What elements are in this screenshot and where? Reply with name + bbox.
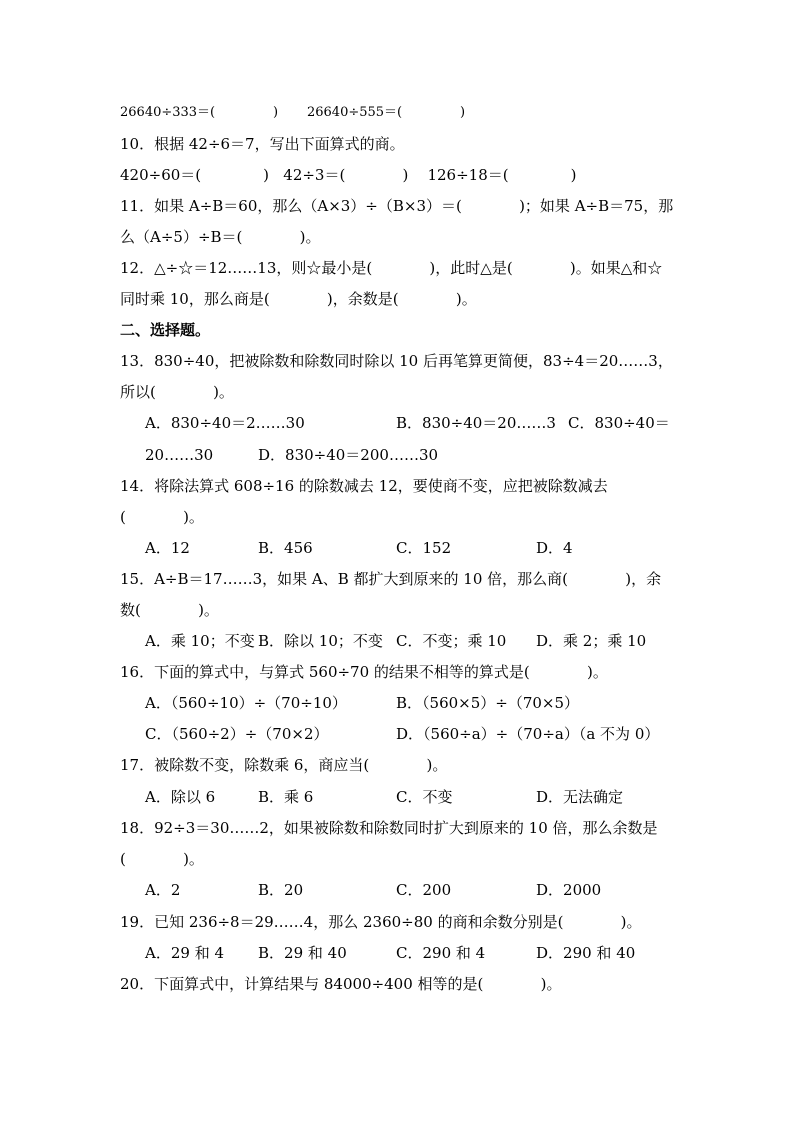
q16-option-a: A．（560÷10）÷（70÷10） bbox=[145, 694, 347, 712]
q17-option-b: B．乘 6 bbox=[258, 788, 314, 806]
q13-text-line1: 13．830÷40，把被除数和除数同时除以 10 后再笔算更简便，83÷4＝20……3， bbox=[120, 352, 673, 370]
q13-option-d: D．830÷40＝200……30 bbox=[258, 446, 439, 464]
q13-option-a: A．830÷40＝2……30 bbox=[145, 414, 305, 432]
q13-text-line2: 所以( )。 bbox=[120, 383, 234, 401]
q10-expressions: 420÷60＝( ) 42÷3＝( ) 126÷18＝( ) bbox=[120, 166, 577, 184]
q16-option-d: D．（560÷a）÷（70÷a）（a 不为 0） bbox=[396, 725, 660, 743]
q14-text-line2: ( )。 bbox=[120, 508, 204, 526]
q13-option-c: C．830÷40＝ bbox=[568, 414, 670, 432]
q19-option-d: D．290 和 40 bbox=[536, 944, 636, 962]
section-heading: 二、选择题。 bbox=[120, 321, 211, 339]
q15-option-b: B．除以 10；不变 bbox=[258, 632, 383, 650]
q12-text-line2: 同时乘 10，那么商是( )，余数是( )。 bbox=[120, 290, 477, 308]
q11-text-line1: 11．如果 A÷B＝60，那么（A×3）÷（B×3）＝( )；如果 A÷B＝75，那 bbox=[120, 197, 674, 215]
q14-option-c: C．152 bbox=[396, 539, 452, 557]
q14-option-d: D．4 bbox=[536, 539, 573, 557]
q16-option-c: C．（560÷2）÷（70×2） bbox=[145, 725, 329, 743]
q19-option-a: A．29 和 4 bbox=[145, 944, 224, 962]
q13-option-b: B．830÷40＝20……3 bbox=[396, 414, 556, 432]
q17-text: 17．被除数不变，除数乘 6，商应当( )。 bbox=[120, 756, 448, 774]
q19-option-c: C．290 和 4 bbox=[396, 944, 486, 962]
q14-option-a: A．12 bbox=[145, 539, 190, 557]
q9-continuation: 26640÷333＝( ) 26640÷555＝( ) bbox=[120, 105, 466, 120]
q17-option-c: C．不变 bbox=[396, 788, 453, 806]
q15-text-line2: 数( )。 bbox=[120, 601, 219, 619]
q15-option-d: D．乘 2；乘 10 bbox=[536, 632, 647, 650]
q20-text: 20．下面算式中，计算结果与 84000÷400 相等的是( )。 bbox=[120, 975, 562, 993]
q17-option-d: D．无法确定 bbox=[536, 788, 624, 806]
q18-option-a: A．2 bbox=[145, 881, 181, 899]
q12-text-line1: 12．△÷☆＝12……13，则☆最小是( )，此时△是( )。如果△和☆ bbox=[120, 259, 663, 277]
q13-option-c-cont: 20……30 bbox=[145, 446, 214, 464]
q18-option-d: D．2000 bbox=[536, 881, 602, 899]
q15-option-c: C．不变；乘 10 bbox=[396, 632, 507, 650]
q11-text-line2: 么（A÷5）÷B＝( )。 bbox=[120, 228, 321, 246]
q14-text-line1: 14．将除法算式 608÷16 的除数减去 12，要使商不变，应把被除数减去 bbox=[120, 477, 608, 495]
q18-text-line1: 18．92÷3＝30……2，如果被除数和除数同时扩大到原来的 10 倍，那么余数是 bbox=[120, 819, 658, 837]
q17-option-a: A．除以 6 bbox=[145, 788, 216, 806]
q15-option-a: A．乘 10；不变 bbox=[145, 632, 255, 650]
q15-text-line1: 15．A÷B＝17……3，如果 A、B 都扩大到原来的 10 倍，那么商( )，余 bbox=[120, 570, 662, 588]
q14-option-b: B．456 bbox=[258, 539, 313, 557]
q18-option-b: B．20 bbox=[258, 881, 304, 899]
q16-option-b: B．（560×5）÷（70×5） bbox=[396, 694, 580, 712]
q18-text-line2: ( )。 bbox=[120, 850, 204, 868]
q19-text: 19．已知 236÷8＝29……4，那么 2360÷80 的商和余数分别是( )。 bbox=[120, 913, 642, 931]
q18-option-c: C．200 bbox=[396, 881, 452, 899]
q16-text: 16．下面的算式中，与算式 560÷70 的结果不相等的算式是( )。 bbox=[120, 663, 608, 681]
q19-option-b: B．29 和 40 bbox=[258, 944, 347, 962]
q10-text: 10．根据 42÷6＝7，写出下面算式的商。 bbox=[120, 135, 405, 153]
